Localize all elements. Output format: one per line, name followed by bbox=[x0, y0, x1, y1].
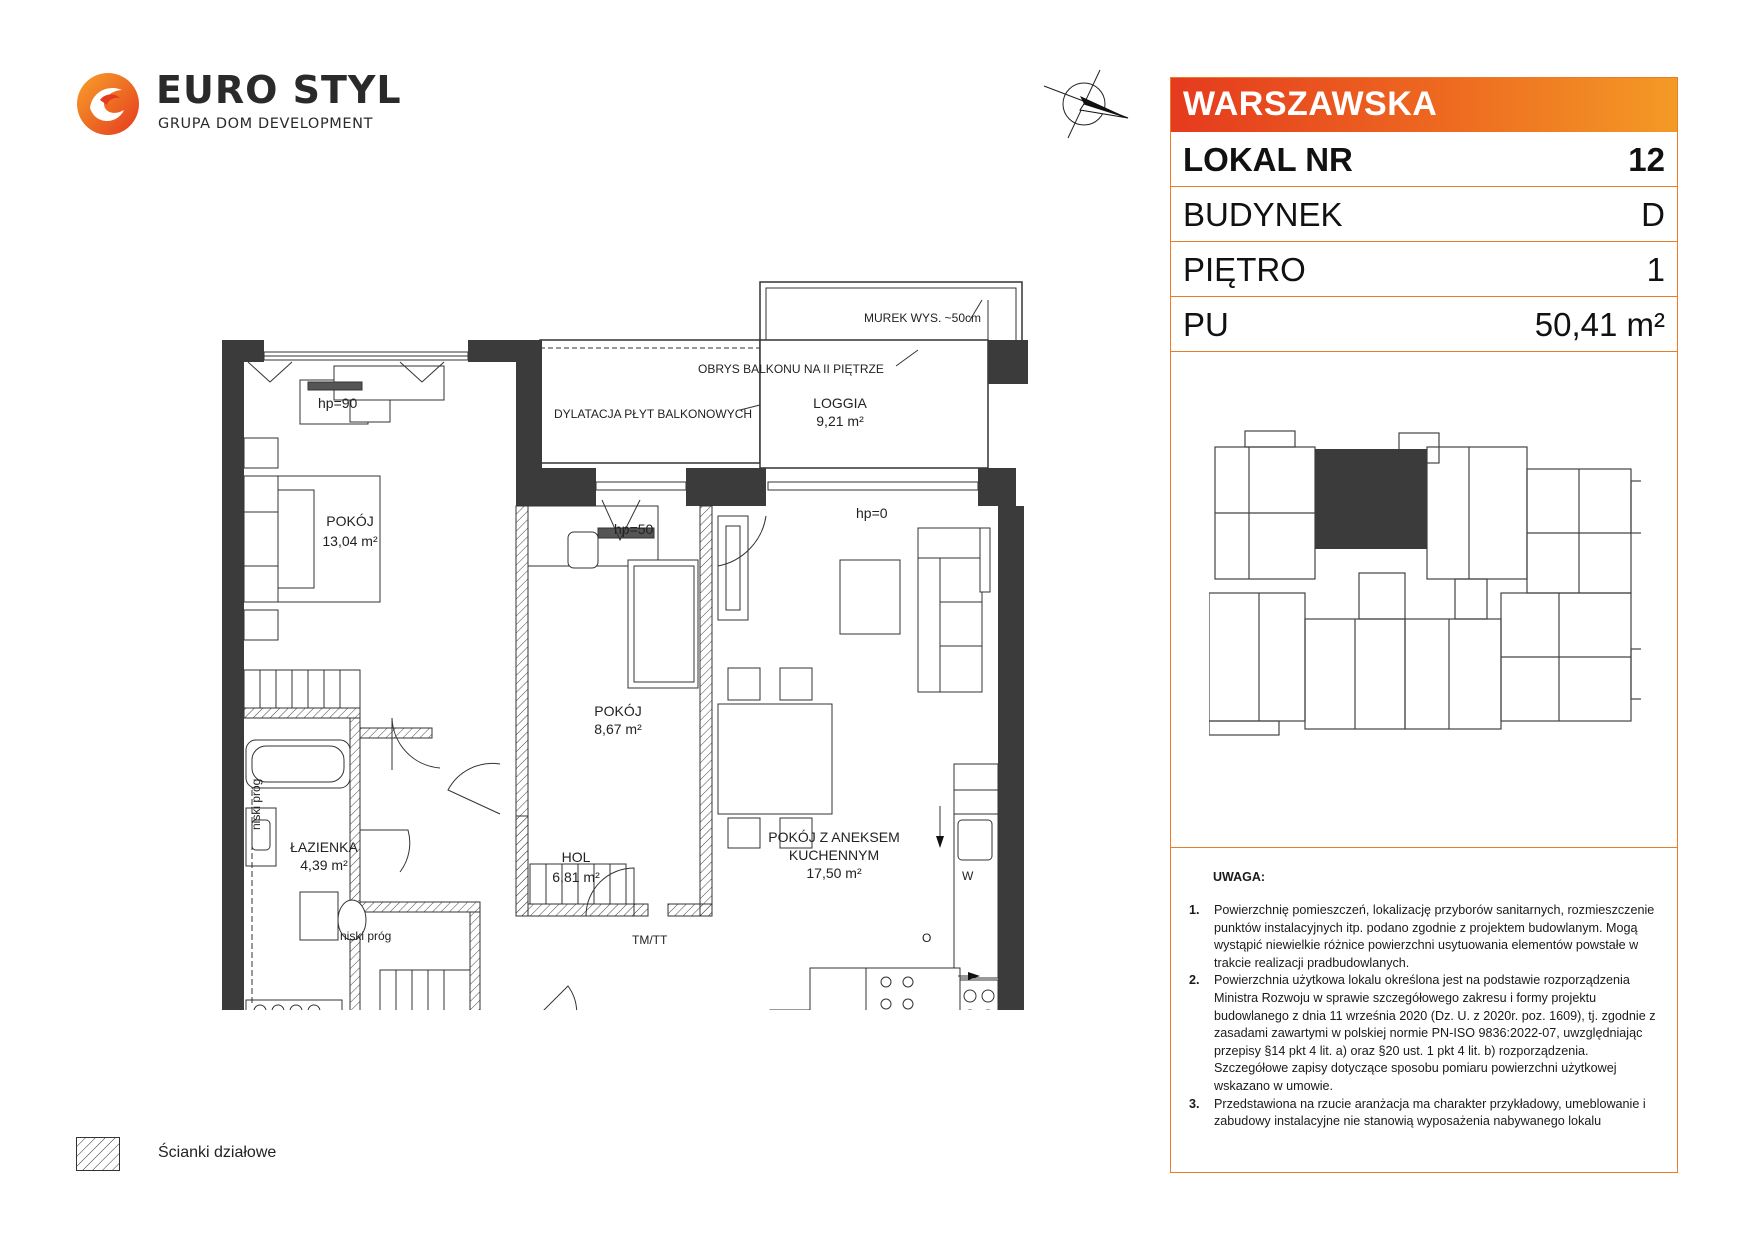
note-text: Powierzchnię pomieszczeń, lokalizację przyborów sanitarnych, rozmieszczenie punktów instalacyjnych itp. podano zgodnie z projektem budowlanym. Mogą wystąpić niewielkie różnice powierzchni usytuowania elementów powstałe w trakcie realizacji pradbudowlanych. bbox=[1214, 903, 1655, 970]
living-name-2: KUCHENNYM bbox=[788, 847, 880, 863]
info-value: 1 bbox=[1646, 251, 1665, 288]
info-value: D bbox=[1641, 196, 1665, 233]
hp50-label: hp=50 bbox=[614, 521, 654, 537]
room2-area: 8,67 m² bbox=[594, 721, 642, 737]
note-text: Powierzchnia użytkowa lokalu określona jest na podstawie rozporządzenia Ministra Rozwoju w sprawie szczegółowego zakresu i formy projektu budowlanego z dnia 11 września 2020 (Dz. U. z 2020r. poz. 1609), tj. zgodnie z zasadami zawartymi w polskiej normie PN-ISO 9836:2022-07, uwzględniając przepisy §14 pkt 4 lit. a) oraz §20 ust. 1 pkt 4 lit. b) rozporządzenia. Szczegółowe zapisy dotyczące sposobu pomiaru powierzchni użytkowej wskazano w umowie. bbox=[1214, 973, 1656, 1093]
room2-furniture bbox=[528, 506, 698, 688]
info-key: PIĘTRO bbox=[1183, 251, 1306, 288]
note-item bbox=[1189, 1096, 1659, 1131]
hall-name: HOL bbox=[561, 849, 591, 865]
notes-list bbox=[1189, 902, 1659, 1131]
info-row-area bbox=[1171, 297, 1677, 352]
niski-prog-horizontal: niski próg bbox=[340, 929, 392, 943]
project-title-bar bbox=[1171, 78, 1677, 132]
brand-name: EURO STYL bbox=[156, 68, 402, 112]
w-label: W bbox=[962, 869, 974, 883]
note-item bbox=[1189, 902, 1659, 972]
living-name-1: POKÓJ Z ANEKSEM bbox=[768, 829, 900, 845]
floor-plan bbox=[200, 270, 1040, 1010]
notes-heading: UWAGA: bbox=[1213, 870, 1266, 884]
bath-area: 4,39 m² bbox=[300, 857, 348, 873]
hp0-label: hp=0 bbox=[856, 505, 888, 521]
loggia-name: LOGGIA bbox=[813, 395, 867, 411]
note-number: 3. bbox=[1189, 1096, 1200, 1111]
building-key-plan bbox=[1209, 423, 1641, 743]
info-row-floor bbox=[1171, 242, 1677, 297]
living-area: 17,50 m² bbox=[806, 865, 862, 881]
room1-name: POKÓJ bbox=[326, 513, 374, 529]
loggia-area: 9,21 m² bbox=[816, 413, 864, 429]
hp90-label: hp=90 bbox=[318, 395, 358, 411]
room2-name: POKÓJ bbox=[594, 703, 642, 719]
living-furniture bbox=[718, 516, 990, 848]
legend-label: Ścianki działowe bbox=[158, 1144, 277, 1161]
info-value: 12 bbox=[1628, 141, 1665, 178]
info-panel bbox=[1170, 77, 1678, 1173]
info-key: PU bbox=[1183, 306, 1229, 343]
dylatacja-label: DYLATACJA PŁYT BALKONOWYCH bbox=[554, 407, 753, 421]
bathroom-fixtures bbox=[246, 740, 366, 1010]
note-number: 2. bbox=[1189, 973, 1200, 988]
niski-prog-vertical: niski próg bbox=[249, 778, 263, 830]
info-row-unit bbox=[1171, 132, 1677, 187]
info-key: LOKAL NR bbox=[1183, 141, 1353, 178]
room1-area: 13,04 m² bbox=[322, 533, 378, 549]
compass-icon bbox=[1040, 66, 1130, 142]
brand-logo-icon bbox=[74, 70, 142, 138]
note-item bbox=[1189, 972, 1659, 1095]
tmtt-label: TM/TT bbox=[632, 933, 668, 947]
info-row-building bbox=[1171, 187, 1677, 242]
bath-name: ŁAZIENKA bbox=[290, 839, 358, 855]
note-text: Przedstawiona na rzucie aranżacja ma charakter przykładowy, umeblowanie i zabudowy instalacyjne nie stanowią wyposażenia nabywanego lokalu bbox=[1214, 1096, 1646, 1129]
brand-tagline: GRUPA DOM DEVELOPMENT bbox=[158, 116, 374, 132]
highlighted-unit bbox=[1315, 449, 1427, 549]
project-name: WARSZAWSKA bbox=[1183, 85, 1438, 123]
partition-legend-swatch bbox=[76, 1137, 120, 1171]
brand-logo bbox=[74, 68, 402, 148]
o-label: O bbox=[922, 931, 932, 945]
info-value: 50,41 m² bbox=[1534, 306, 1665, 343]
murek-label: MUREK WYS. ~50cm bbox=[864, 311, 982, 325]
notes-divider bbox=[1171, 847, 1677, 848]
note-number: 1. bbox=[1189, 903, 1200, 917]
hall-area: 6,81 m² bbox=[552, 869, 600, 885]
info-key: BUDYNEK bbox=[1183, 196, 1343, 233]
obrys-label: OBRYS BALKONU NA II PIĘTRZE bbox=[698, 362, 884, 376]
